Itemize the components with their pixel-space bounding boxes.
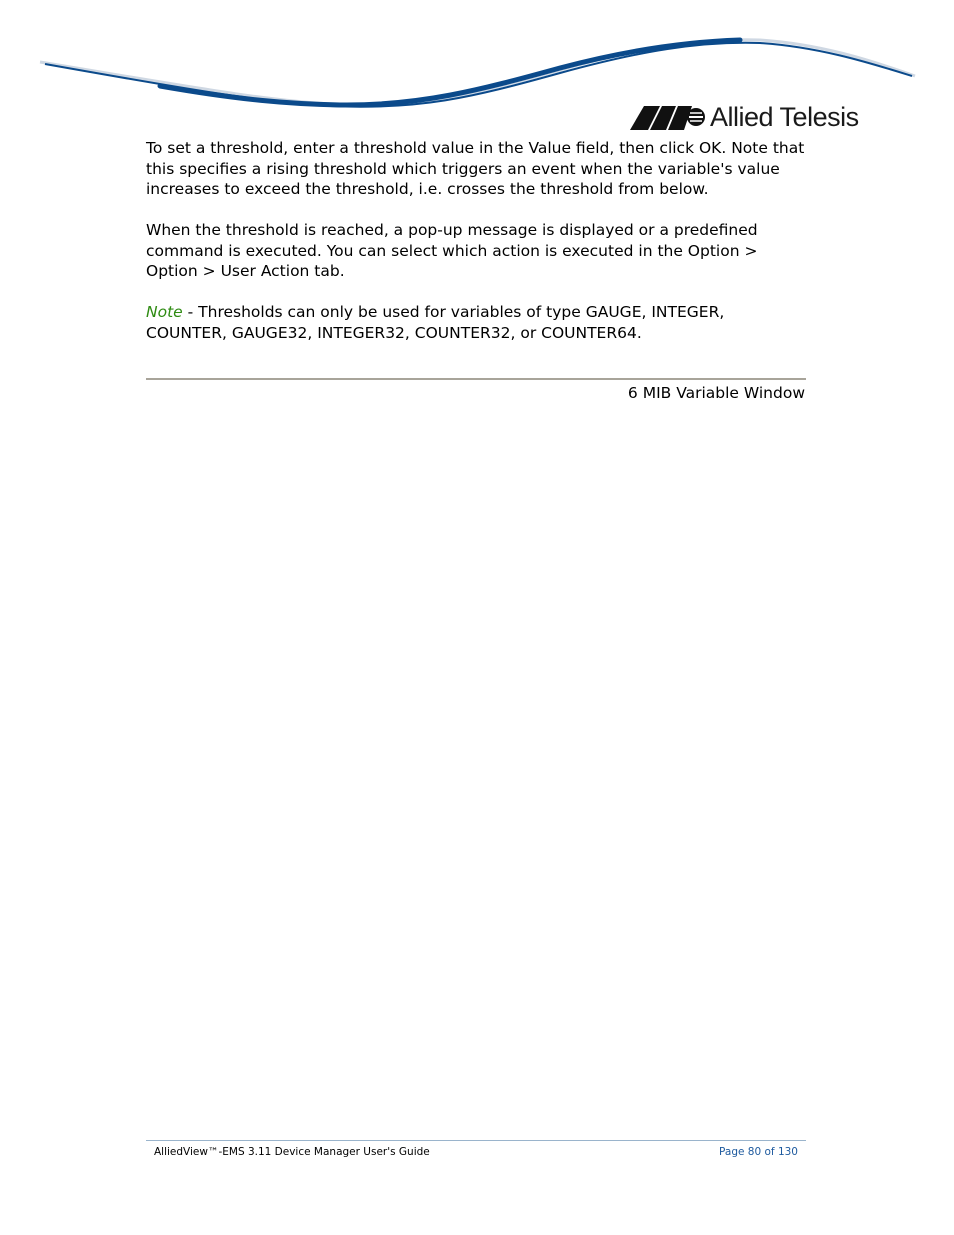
- paragraph-threshold-setup: To set a threshold, enter a threshold value in the Value field, then click OK. Note that this specifies a rising threshold which triggers an event when the variable's value increases to exceed the threshold, i.e. crosses the threshold from below.: [146, 139, 805, 198]
- section-label: 6 MIB Variable Window: [627, 384, 805, 402]
- company-logo: [630, 100, 859, 134]
- section-divider: [146, 378, 806, 380]
- paragraph-threshold-action: When the threshold is reached, a pop-up message is displayed or a predefined command is executed. You can select which action is executed in the Option > Option > User Action tab.: [146, 221, 758, 280]
- note-label: Note: [146, 303, 183, 321]
- allied-telesis-logo-icon: [630, 102, 706, 132]
- footer-divider: [146, 1140, 806, 1141]
- logo-text: Allied Telesis: [710, 101, 859, 132]
- footer-page-number: Page 80 of 130: [719, 1146, 798, 1158]
- body-content: [146, 138, 806, 364]
- footer-guide-title: AlliedView™-EMS 3.11 Device Manager User's Guide: [154, 1146, 430, 1158]
- note-paragraph: [146, 302, 806, 343]
- note-text: - Thresholds can only be used for variables of type GAUGE, INTEGER, COUNTER, GAUGE32, INTEGER32, COUNTER32, or COUNTER64.: [146, 303, 725, 342]
